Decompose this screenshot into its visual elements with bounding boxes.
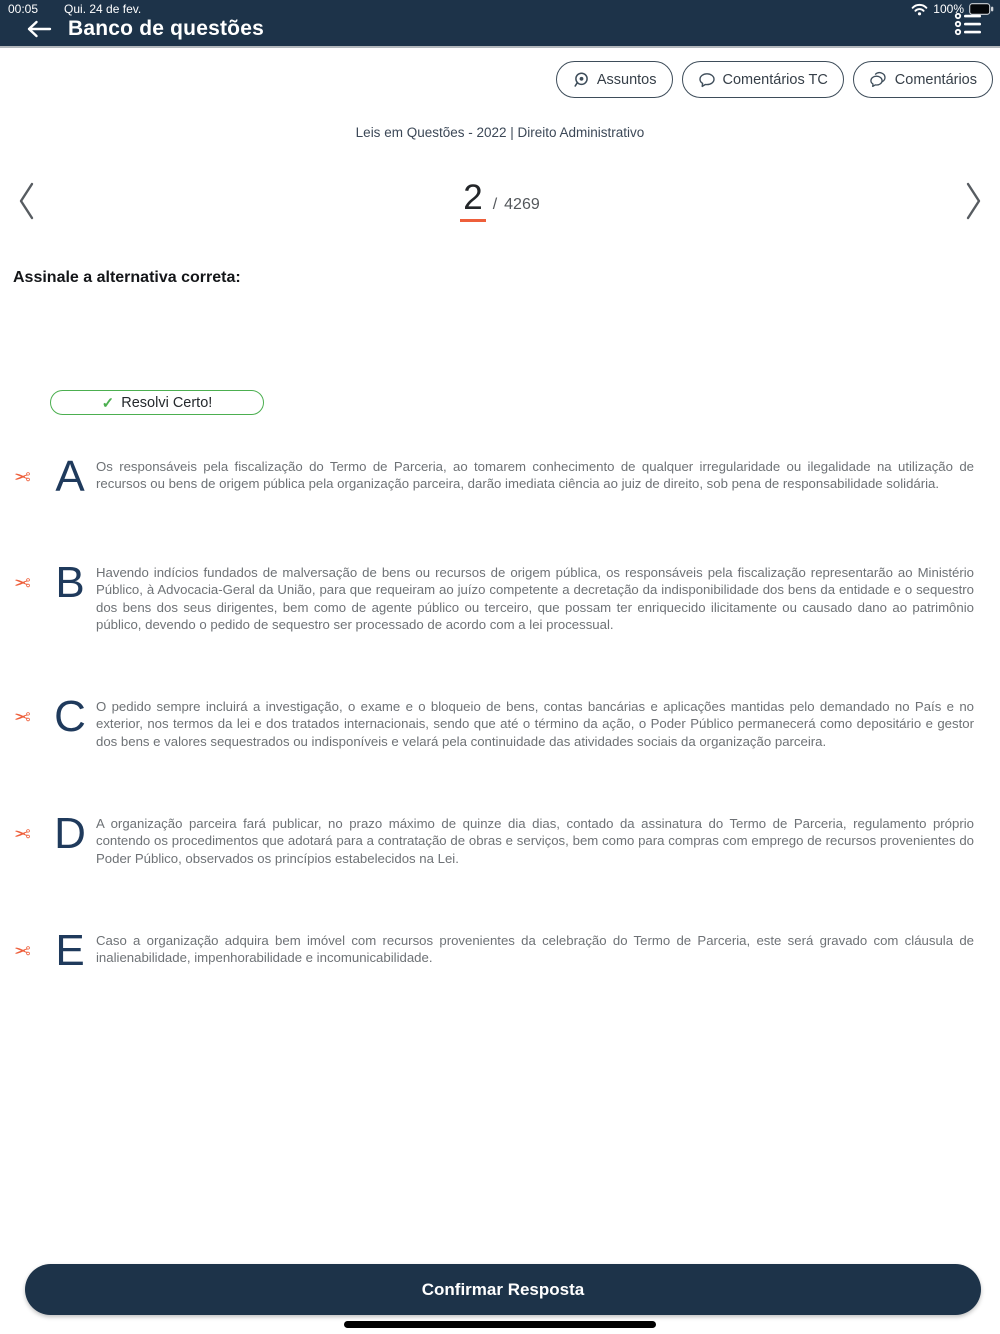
- option-c-letter: C: [54, 692, 86, 742]
- option-a-letter: A: [55, 452, 85, 501]
- option-c[interactable]: [0, 692, 1000, 750]
- comentarios-label: Comentários: [894, 71, 977, 88]
- scissors-icon: ✂: [14, 705, 31, 730]
- toolbar: [556, 61, 993, 98]
- option-b-text: Havendo indícios fundados de malversação de bens ou recursos de origem pública, os responsáveis pela fiscalização representarão ao Ministério Público, à Advocacia-Geral da União, para que requeiram ao juízo competente a decretação da indisponibilidade dos bens da entidade e o sequestro dos bens dos seus dirigentes, bem como de agente público ou terceiro, que possam ter enriquecido ilicitamente ou causado dano ao patrimônio público, devendo o pedido de sequestro ser processado de acordo com a lei processual.: [96, 565, 974, 632]
- battery-percent: 100%: [933, 2, 964, 16]
- option-d[interactable]: [0, 809, 1000, 867]
- double-comment-bubble-icon: [869, 71, 888, 89]
- status-date: Qui. 24 de fev.: [64, 2, 142, 16]
- scissors-icon: ✂: [14, 938, 31, 963]
- current-question-number: 2: [460, 172, 485, 222]
- scissors-icon: ✂: [14, 465, 31, 489]
- bulleted-list-icon: [953, 11, 983, 37]
- comentarios-tc-label: Comentários TC: [722, 71, 828, 88]
- question-prompt: Assinale a alternativa correta:: [13, 269, 241, 286]
- solved-correct-badge[interactable]: [50, 390, 264, 415]
- topic-search-icon: [572, 71, 590, 89]
- scissors-icon: ✂: [14, 571, 31, 595]
- question-pager: [0, 172, 1000, 228]
- option-a[interactable]: [0, 452, 1000, 501]
- breadcrumb: Leis em Questões - 2022 | Direito Administrativo: [355, 125, 645, 140]
- page-position: [0, 172, 1000, 228]
- option-c-discard-button[interactable]: [0, 698, 44, 729]
- total-question-count: 4269: [504, 196, 540, 213]
- option-d-discard-button[interactable]: [0, 815, 44, 846]
- question-list-button[interactable]: [950, 8, 986, 40]
- answer-options: [0, 452, 1000, 975]
- option-e[interactable]: [0, 925, 1000, 975]
- next-question-button[interactable]: [956, 180, 990, 222]
- option-c-text: O pedido sempre incluirá a investigação, o exame e o bloqueio de bens, contas bancárias e aplicações mantidas pelo demandado no País e no exterior, nos termos da lei e dos tratados internacionais, sendo que até o término da ação, o Poder Público permanecerá como depositário e gestor dos bens e valores sequestrados ou indisponíveis e velará pela continuidade das atividades sociais da organização parceira.: [96, 699, 974, 749]
- comentarios-button[interactable]: [853, 61, 993, 98]
- pager-separator: /: [492, 196, 498, 213]
- option-a-text: Os responsáveis pela fiscalização do Termo de Parceria, ao tomarem conhecimento de qualquer irregularidade ou ilegalidade na utilização de recursos ou bens de origem pública pela organização parceira, darão imediata ciência ao juiz de direito, sob pena de responsabilidade solidária.: [96, 459, 974, 492]
- solved-correct-label: Resolvi Certo!: [121, 394, 213, 411]
- option-d-letter: D: [54, 809, 86, 859]
- comment-bubble-icon: [698, 71, 716, 89]
- option-e-text: Caso a organização adquira bem imóvel com recursos provenientes da celebração do Termo de Parceria, este será gravado com cláusula de inalienabilidade, impenhorabilidade e incomunicabilidade.: [96, 932, 974, 966]
- back-button[interactable]: [22, 14, 56, 44]
- chevron-right-icon: [962, 180, 984, 222]
- back-arrow-icon: [26, 19, 52, 39]
- app-header: [0, 0, 1000, 48]
- check-icon: ✓: [101, 394, 115, 412]
- option-b-discard-button[interactable]: [0, 564, 44, 595]
- assuntos-button[interactable]: [556, 61, 673, 98]
- option-b-letter: B: [55, 558, 85, 607]
- home-indicator-bar[interactable]: [344, 1321, 656, 1328]
- page-title: Banco de questões: [68, 17, 264, 40]
- option-d-text: A organização parceira fará publicar, no prazo máximo de quinze dia dias, contado da assinatura do Termo de Parceria, regulamento próprio contendo os procedimentos que adotará para a contratação de obras e serviços, bem como para compras com emprego de recursos provenientes do Poder Público, observados os princípios estabelecidos na Lei.: [96, 816, 974, 866]
- option-b[interactable]: [0, 558, 1000, 633]
- clock-time: 00:05: [8, 2, 39, 16]
- option-e-letter: E: [55, 925, 85, 975]
- confirm-answer-button[interactable]: Confirmar Resposta: [25, 1264, 981, 1315]
- scissors-icon: ✂: [14, 822, 31, 847]
- assuntos-label: Assuntos: [596, 71, 657, 88]
- option-e-discard-button[interactable]: [0, 932, 44, 963]
- nav-row: [0, 12, 1000, 46]
- option-a-discard-button[interactable]: [0, 458, 44, 489]
- comentarios-tc-button[interactable]: [682, 61, 844, 98]
